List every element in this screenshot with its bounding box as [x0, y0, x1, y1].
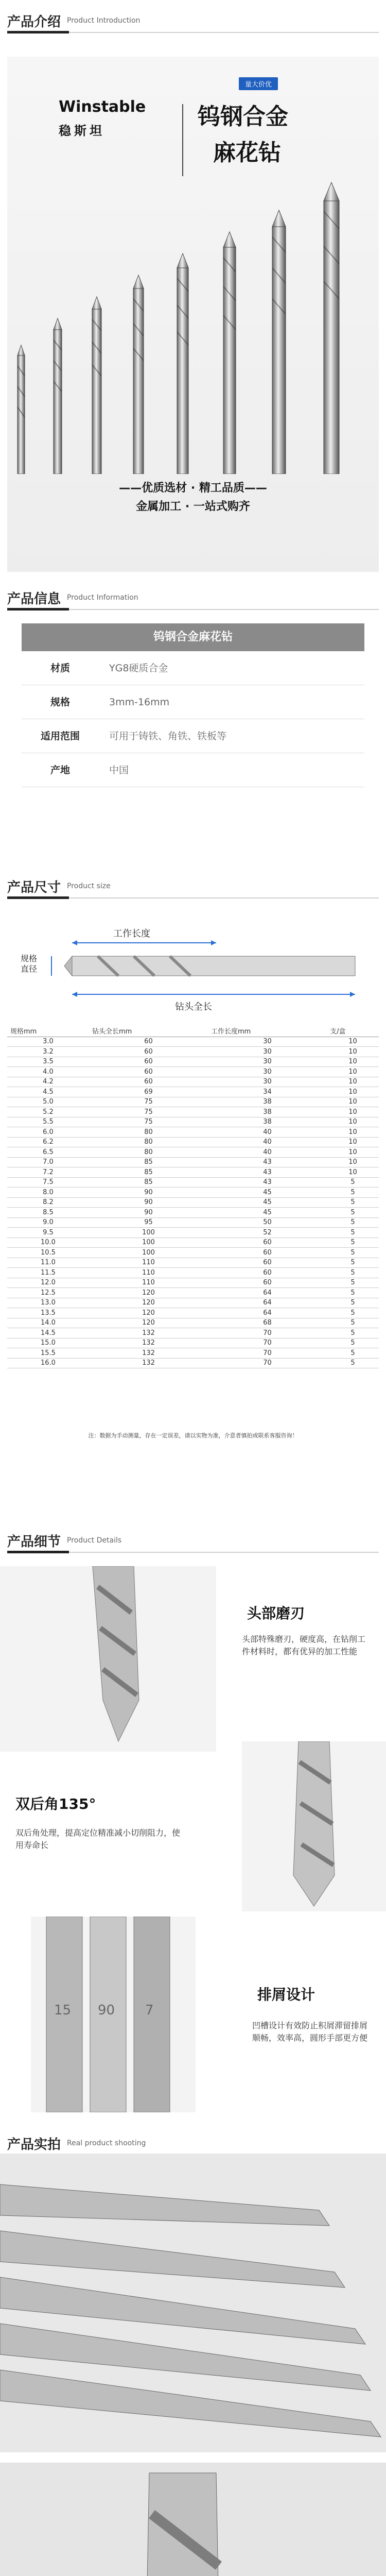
label-work-length: 工作长度	[113, 928, 150, 939]
table-row	[7, 1037, 379, 1047]
table-row	[7, 1328, 379, 1338]
section-title-zh: 产品尺寸	[7, 880, 61, 895]
table-row	[7, 1067, 379, 1077]
table-cell: 11.0	[7, 1258, 89, 1268]
detail-text: 凹槽设计有效防止积屑滞留排屑顺畅，效率高，圆形手部更方便	[252, 2021, 368, 2043]
table-cell: 10	[327, 1147, 379, 1158]
table-row	[7, 1107, 379, 1117]
table-cell: 9.5	[7, 1228, 89, 1238]
table-cell: 13.5	[7, 1308, 89, 1318]
table-cell: 110	[89, 1278, 208, 1288]
table-cell: 30	[208, 1057, 327, 1067]
table-cell: 40	[208, 1127, 327, 1138]
table-cell: 5	[327, 1348, 379, 1359]
table-cell: 6.5	[7, 1147, 89, 1158]
table-cell: 5	[327, 1298, 379, 1308]
label-diameter: 直径	[21, 964, 38, 974]
section-title-zh: 产品实拍	[7, 2137, 61, 2153]
table-cell: 60	[208, 1268, 327, 1278]
section-title-zh: 产品介绍	[7, 14, 61, 30]
table-cell: 8.2	[7, 1197, 89, 1208]
table-row	[7, 1238, 379, 1248]
table-cell: 15.0	[7, 1338, 89, 1348]
slogan-line1: ——优质选材 · 精工品质——	[119, 482, 267, 495]
table-cell: 10	[327, 1047, 379, 1057]
table-cell: 75	[89, 1117, 208, 1127]
info-value: 可用于铸铁、角铁、铁板等	[109, 731, 227, 742]
table-cell: 132	[89, 1358, 208, 1368]
detail-photo-tip	[0, 1566, 216, 1752]
table-cell: 70	[208, 1328, 327, 1338]
table-cell: 60	[208, 1248, 327, 1258]
table-row	[7, 1338, 379, 1348]
real-product-photos	[0, 2154, 386, 2576]
table-cell: 60	[89, 1037, 208, 1047]
table-cell: 40	[208, 1137, 327, 1147]
table-cell: 43	[208, 1177, 327, 1188]
detail-heading: 排屑设计	[257, 1986, 315, 2003]
table-cell: 132	[89, 1328, 208, 1338]
table-cell: 10.5	[7, 1248, 89, 1258]
table-row	[7, 1298, 379, 1308]
info-value: 中国	[109, 765, 129, 776]
table-row	[7, 1248, 379, 1258]
table-cell: 132	[89, 1338, 208, 1348]
table-cell: 10	[327, 1157, 379, 1167]
table-cell: 10	[327, 1067, 379, 1077]
table-cell: 64	[208, 1298, 327, 1308]
table-cell: 100	[89, 1228, 208, 1238]
table-cell: 5	[327, 1248, 379, 1258]
table-cell: 30	[208, 1077, 327, 1087]
brand-name-en: Winstable	[59, 98, 146, 116]
table-cell: 3.2	[7, 1047, 89, 1057]
column-header: 规格mm	[7, 1025, 89, 1037]
table-cell: 13.0	[7, 1298, 89, 1308]
divider-accent	[7, 1551, 69, 1553]
table-cell: 34	[208, 1087, 327, 1097]
table-cell: 4.5	[7, 1087, 89, 1097]
table-cell: 90	[89, 1188, 208, 1198]
table-cell: 10	[327, 1107, 379, 1117]
table-cell: 5.2	[7, 1107, 89, 1117]
table-cell: 7.2	[7, 1167, 89, 1178]
table-cell: 85	[89, 1177, 208, 1188]
table-cell: 43	[208, 1167, 327, 1178]
table-cell: 9.0	[7, 1217, 89, 1228]
table-cell: 64	[208, 1288, 327, 1298]
info-key: 产地	[50, 765, 70, 776]
table-cell: 10	[327, 1167, 379, 1178]
info-row	[22, 651, 364, 685]
section-title-en: Product Details	[67, 1536, 122, 1545]
table-cell: 10	[327, 1037, 379, 1047]
table-cell: 60	[89, 1057, 208, 1067]
info-table	[22, 623, 364, 787]
table-cell: 60	[208, 1258, 327, 1268]
table-row	[7, 1137, 379, 1147]
table-cell: 38	[208, 1097, 327, 1107]
info-value: 3mm-16mm	[109, 697, 170, 708]
table-cell: 11.5	[7, 1268, 89, 1278]
table-cell: 132	[89, 1348, 208, 1359]
table-cell: 100	[89, 1238, 208, 1248]
detail-heading: 双后角135°	[15, 1795, 96, 1812]
table-cell: 60	[89, 1077, 208, 1087]
column-header: 钻头全长mm	[89, 1025, 208, 1037]
table-cell: 5.5	[7, 1117, 89, 1127]
table-cell: 85	[89, 1157, 208, 1167]
table-cell: 60	[208, 1238, 327, 1248]
table-cell: 38	[208, 1117, 327, 1127]
table-cell: 60	[208, 1278, 327, 1288]
info-key: 适用范围	[40, 731, 80, 742]
divider-accent	[7, 31, 69, 33]
detail-heading: 头部磨刃	[247, 1605, 305, 1622]
table-row	[7, 1217, 379, 1228]
brand-name-cn: 稳斯坦	[59, 124, 105, 138]
table-cell: 12.5	[7, 1288, 89, 1298]
table-row	[7, 1278, 379, 1288]
shank-mark: 90	[98, 2003, 115, 2018]
table-row	[7, 1188, 379, 1198]
table-row	[7, 1318, 379, 1328]
table-cell: 10	[327, 1137, 379, 1147]
table-cell: 120	[89, 1318, 208, 1328]
table-row	[7, 1268, 379, 1278]
hero-banner	[7, 57, 379, 572]
section-title-zh: 产品信息	[7, 591, 61, 607]
table-cell: 30	[208, 1037, 327, 1047]
table-cell: 90	[89, 1197, 208, 1208]
table-cell: 6.0	[7, 1127, 89, 1138]
table-cell: 10	[327, 1057, 379, 1067]
table-cell: 14.5	[7, 1328, 89, 1338]
section-details-title	[0, 1520, 386, 1556]
table-cell: 45	[208, 1208, 327, 1218]
table-cell: 80	[89, 1137, 208, 1147]
detail-photo-shanks	[31, 1917, 196, 2112]
table-row	[7, 1208, 379, 1218]
table-row	[7, 1258, 379, 1268]
drill-bits-illustration	[7, 170, 379, 474]
promo-badge: 量大价优	[239, 77, 278, 90]
table-cell: 15.5	[7, 1348, 89, 1359]
table-row	[7, 1097, 379, 1107]
table-cell: 43	[208, 1157, 327, 1167]
shank-mark: 7	[145, 2003, 154, 2018]
label-total-length: 钻头全长	[175, 1002, 212, 1012]
table-cell: 5	[327, 1278, 379, 1288]
table-cell: 5	[327, 1308, 379, 1318]
table-cell: 68	[208, 1318, 327, 1328]
label-spec: 规格	[21, 954, 38, 963]
section-title-zh: 产品细节	[7, 1534, 61, 1550]
table-cell: 12.0	[7, 1278, 89, 1288]
column-header: 支/盒	[327, 1025, 379, 1037]
table-cell: 120	[89, 1308, 208, 1318]
drill-dimension-diagram	[0, 922, 386, 1020]
table-row	[7, 1077, 379, 1087]
table-cell: 8.5	[7, 1208, 89, 1218]
section-title-en: Product Information	[67, 594, 138, 602]
table-cell: 90	[89, 1208, 208, 1218]
table-cell: 5.0	[7, 1097, 89, 1107]
table-cell: 16.0	[7, 1358, 89, 1368]
table-cell: 60	[89, 1047, 208, 1057]
size-note: 注：数据为手动测量，存在一定误差，请以实物为准，介意者慎拍或联系客服咨询！	[88, 1432, 298, 1439]
info-key: 规格	[50, 697, 70, 708]
section-title-en: Product Introduction	[67, 16, 141, 25]
table-cell: 10.0	[7, 1238, 89, 1248]
table-row	[7, 1047, 379, 1057]
detail-text: 双后角处理，提高定位精准减小切削阻力，使用寿命长	[15, 1828, 181, 1850]
table-cell: 5	[327, 1217, 379, 1228]
table-cell: 75	[89, 1107, 208, 1117]
info-row	[22, 753, 364, 787]
table-cell: 10	[327, 1077, 379, 1087]
table-cell: 6.2	[7, 1137, 89, 1147]
table-cell: 5	[327, 1188, 379, 1198]
table-cell: 45	[208, 1188, 327, 1198]
table-cell: 10	[327, 1097, 379, 1107]
table-cell: 52	[208, 1228, 327, 1238]
table-cell: 30	[208, 1067, 327, 1077]
table-cell: 110	[89, 1258, 208, 1268]
table-cell: 5	[327, 1258, 379, 1268]
section-title-en: Real product shooting	[67, 2139, 146, 2147]
detail-photo-flute	[242, 1741, 386, 1911]
table-cell: 69	[89, 1087, 208, 1097]
table-cell: 5	[327, 1208, 379, 1218]
table-row	[7, 1057, 379, 1067]
table-cell: 45	[208, 1197, 327, 1208]
table-row	[7, 1308, 379, 1318]
table-cell: 7.5	[7, 1177, 89, 1188]
column-header: 工作长度mm	[208, 1025, 327, 1037]
table-cell: 7.0	[7, 1157, 89, 1167]
table-cell: 95	[89, 1217, 208, 1228]
detail-text: 头部特殊磨刃，硬度高，在钻削工件材料时，都有优异的加工性能	[242, 1634, 366, 1656]
table-row	[7, 1167, 379, 1178]
table-cell: 3.5	[7, 1057, 89, 1067]
info-row	[22, 685, 364, 719]
table-cell: 64	[208, 1308, 327, 1318]
table-row	[7, 1228, 379, 1238]
table-cell: 5	[327, 1318, 379, 1328]
table-cell: 5	[327, 1338, 379, 1348]
table-cell: 70	[208, 1338, 327, 1348]
table-cell: 8.0	[7, 1188, 89, 1198]
table-cell: 3.0	[7, 1037, 89, 1047]
table-cell: 120	[89, 1298, 208, 1308]
table-cell: 5	[327, 1238, 379, 1248]
divider	[182, 104, 183, 176]
table-cell: 10	[327, 1117, 379, 1127]
table-row	[7, 1127, 379, 1138]
table-cell: 5	[327, 1197, 379, 1208]
divider-accent	[7, 896, 69, 899]
table-row	[7, 1197, 379, 1208]
table-cell: 110	[89, 1268, 208, 1278]
divider-accent	[7, 608, 69, 611]
table-cell: 10	[327, 1087, 379, 1097]
table-cell: 5	[327, 1228, 379, 1238]
table-cell: 5	[327, 1328, 379, 1338]
section-intro-title	[0, 0, 386, 36]
table-cell: 80	[89, 1127, 208, 1138]
section-size-title	[0, 866, 386, 902]
table-row	[7, 1117, 379, 1127]
hero-title-line2: 麻花钻	[213, 140, 281, 166]
table-cell: 5	[327, 1177, 379, 1188]
info-key: 材质	[50, 663, 70, 674]
table-cell: 5	[327, 1268, 379, 1278]
table-cell: 38	[208, 1107, 327, 1117]
table-cell: 14.0	[7, 1318, 89, 1328]
slogan-line2: 金属加工 · 一站式购齐	[136, 500, 250, 513]
table-row	[7, 1288, 379, 1298]
table-cell: 30	[208, 1047, 327, 1057]
table-cell: 120	[89, 1288, 208, 1298]
table-cell: 85	[89, 1167, 208, 1178]
shank-mark: 15	[54, 2003, 72, 2018]
table-cell: 4.2	[7, 1077, 89, 1087]
table-row	[7, 1157, 379, 1167]
info-table-header: 钨钢合金麻花钻	[22, 623, 364, 651]
info-row	[22, 719, 364, 753]
table-cell: 10	[327, 1127, 379, 1138]
table-cell: 70	[208, 1358, 327, 1368]
table-cell: 5	[327, 1358, 379, 1368]
table-cell: 4.0	[7, 1067, 89, 1077]
table-cell: 60	[89, 1067, 208, 1077]
table-cell: 100	[89, 1248, 208, 1258]
table-cell: 80	[89, 1147, 208, 1158]
table-cell: 70	[208, 1348, 327, 1359]
size-table	[7, 1025, 379, 1368]
table-row	[7, 1147, 379, 1158]
table-row	[7, 1348, 379, 1359]
table-cell: 75	[89, 1097, 208, 1107]
hero-title-line1: 钨钢合金	[198, 104, 288, 130]
table-row	[7, 1087, 379, 1097]
section-title-en: Product size	[67, 882, 111, 890]
table-cell: 50	[208, 1217, 327, 1228]
table-cell: 40	[208, 1147, 327, 1158]
section-info-title	[0, 577, 386, 613]
table-row	[7, 1358, 379, 1368]
table-cell: 5	[327, 1288, 379, 1298]
info-value: YG8硬质合金	[109, 663, 168, 674]
table-row	[7, 1177, 379, 1188]
